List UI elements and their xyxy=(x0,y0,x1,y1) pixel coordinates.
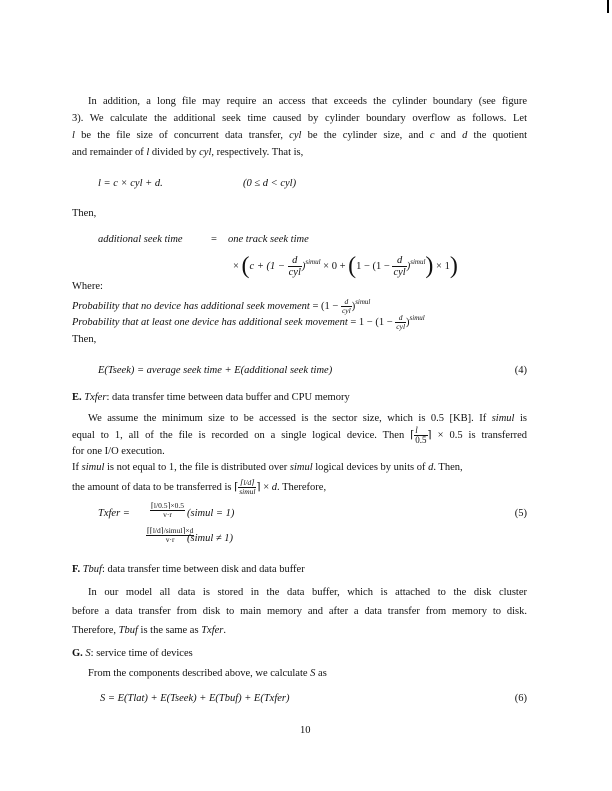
denominator: cyl xyxy=(393,267,406,279)
para1-line4 xyxy=(72,147,527,159)
fraction-d-cyl xyxy=(395,314,406,331)
equation-number: (6) xyxy=(514,693,527,704)
where-label: Where: xyxy=(72,281,103,292)
text: = (1 − xyxy=(309,300,341,312)
para1-line2: 3). We calculate the additional seek time caused by cylinder boundary overflow as follows. Let xyxy=(72,113,527,124)
var-l: l xyxy=(72,130,75,141)
fraction xyxy=(150,502,185,519)
text: × xyxy=(260,481,272,493)
text: × 0.5 is transferred xyxy=(431,430,527,441)
var-c: c xyxy=(429,130,435,141)
text: Probability that at least one device has additional seek movement xyxy=(72,316,348,328)
paraE-line1 xyxy=(88,413,527,425)
var-d: d xyxy=(428,462,434,473)
denominator: simul xyxy=(239,486,256,496)
paraF-line2: before a data transfer from disk to main memory and after a data transfer from memory to disk. xyxy=(72,606,527,617)
times: × xyxy=(233,261,239,272)
equation-6: S = E(Tlat) + E(Tseek) + E(Tbuf) + E(Txfer) xyxy=(100,693,290,704)
section-label: E. xyxy=(72,392,82,403)
text: . Therefore, xyxy=(277,481,327,493)
text: is the same as xyxy=(137,625,202,636)
var-cyl: cyl xyxy=(199,147,212,158)
symbol: Tbuf xyxy=(118,625,138,636)
text: , respectively. That is, xyxy=(211,147,304,158)
ceil-open: ⌈ xyxy=(410,430,415,441)
paren: ) xyxy=(351,300,356,312)
paraF-line1: In our model all data is stored in the data buffer, which is attached to the disk cluster xyxy=(88,587,527,598)
text: as xyxy=(315,668,327,679)
open-paren: ( xyxy=(241,253,250,279)
text: . xyxy=(223,625,226,636)
text: is not equal to 1, the file is distributed over xyxy=(104,462,290,473)
paraE-line5 xyxy=(72,478,527,496)
paraE-line3: for one I/O execution. xyxy=(72,446,165,457)
section-title: : data transfer time between data buffer and CPU memory xyxy=(106,392,350,403)
var-cyl: cyl xyxy=(289,130,302,141)
denominator: cyl xyxy=(396,321,406,331)
ceil-close: ⌉ xyxy=(427,430,432,441)
fraction xyxy=(238,479,256,496)
equation-condition: (0 ≤ d < cyl) xyxy=(243,178,297,189)
text: the amount of data to be transferred is xyxy=(72,481,235,493)
numerator: ⌈l/d⌉ xyxy=(238,479,256,488)
text: Therefore, xyxy=(72,625,119,636)
text: divided by xyxy=(149,147,200,158)
text: We assume the minimum size to be accessed is the sector size, which is 0.5 [KB]. If xyxy=(88,413,492,424)
var-l: l xyxy=(146,147,150,158)
text: be the cylinder size, and xyxy=(301,130,430,141)
section-g-heading xyxy=(72,648,527,660)
var-simul: simul xyxy=(491,413,515,424)
text: and xyxy=(434,130,463,141)
symbol: Txfer xyxy=(201,625,224,636)
exponent: simul xyxy=(410,258,426,266)
eq2-equals: = xyxy=(211,234,217,245)
symbol: Txfer xyxy=(84,392,107,403)
then-label: Then, xyxy=(72,334,97,345)
denominator: 0.5 xyxy=(415,435,427,446)
eq2-part3: 1 − (1 − xyxy=(356,261,390,272)
fraction-d-cyl xyxy=(392,255,406,278)
fraction-d-cyl xyxy=(288,255,302,278)
text: is xyxy=(514,413,527,424)
eq2-lhs: additional seek time xyxy=(98,234,183,245)
fraction-d-cyl xyxy=(341,298,352,315)
close-paren: ) xyxy=(449,253,458,279)
section-label: G. xyxy=(72,648,83,659)
then-label: Then, xyxy=(72,208,97,219)
text: the quotient xyxy=(467,130,527,141)
ceil-close: ⌉ xyxy=(256,481,261,493)
eq5-case1-condition: (simul = 1) xyxy=(187,508,235,519)
symbol: Tbuf xyxy=(82,564,102,575)
symbol: S xyxy=(85,648,91,659)
denominator: cyl xyxy=(341,305,351,315)
para1-line1: In addition, a long file may require an access that exceeds the cylinder boundary (see figure xyxy=(88,96,527,107)
eq2-rhs1: one track seek time xyxy=(228,234,309,245)
fraction-l-0.5 xyxy=(414,426,427,446)
equation-number: (4) xyxy=(514,365,527,376)
var-d: d xyxy=(271,481,278,493)
close-paren: ) xyxy=(425,253,434,279)
eq5-case2-condition: (simul ≠ 1) xyxy=(187,533,234,544)
text: . Then, xyxy=(433,462,463,473)
denominator: cyl xyxy=(288,267,301,279)
text: = 1 − (1 − xyxy=(347,316,396,328)
text: be the file size of concurrent data transfer, xyxy=(74,130,290,141)
numerator: d xyxy=(341,298,352,307)
section-title: : service time of devices xyxy=(90,648,193,659)
probability-no-device xyxy=(72,298,527,315)
text: equal to 1, all of the file is recorded on a single logical device. Then xyxy=(72,430,411,441)
eq2-part4: × 1 xyxy=(436,261,450,272)
text: and remainder of xyxy=(72,147,147,158)
exponent: simul xyxy=(409,313,425,322)
para1-line3 xyxy=(72,130,527,142)
paraG-line1 xyxy=(88,668,527,680)
exponent: simul xyxy=(305,258,321,266)
numerator: ⌈⌈l/d⌉/simul⌉×d xyxy=(147,526,194,535)
text: Probability that no device has additional seek movement xyxy=(72,300,310,312)
eq2-part1: c + (1 − xyxy=(249,261,285,272)
open-paren: ( xyxy=(348,253,357,279)
denominator: v·r xyxy=(163,509,172,519)
exponent: simul xyxy=(355,297,371,306)
section-f-heading xyxy=(72,564,527,576)
numerator: l xyxy=(414,426,427,436)
paraF-line3 xyxy=(72,625,527,637)
text: logical devices by units of xyxy=(312,462,429,473)
numerator: ⌈l/0.5⌉×0.5 xyxy=(151,501,184,510)
paraE-line2 xyxy=(72,425,527,447)
paraE-line4 xyxy=(72,462,527,474)
eq5-case1-fraction xyxy=(150,502,185,519)
section-title: : data transfer time between disk and data buffer xyxy=(101,564,305,575)
paren: ) xyxy=(406,316,410,328)
ceil-open: ⌈ xyxy=(234,481,239,493)
eq2-line2: × (c + (1 − $\frac{d}{\text{cyl}}$ )$^{simul}$ × 0 + (1 − (1 − $\frac{d}{\text{cyl}}$ )$^{simul}$) × 1) xyxy=(233,253,458,279)
var-simul: simul xyxy=(81,462,105,473)
equation-4: E(Tseek) = average seek time + E(additional seek time) xyxy=(98,365,333,376)
scan-mark xyxy=(607,0,609,13)
var-simul: simul xyxy=(289,462,313,473)
section-label: F. xyxy=(72,564,81,575)
denominator: v·r xyxy=(165,534,175,544)
equation-number: (5) xyxy=(514,508,527,519)
text: From the components described above, we calculate xyxy=(88,668,311,679)
numerator: d xyxy=(288,255,302,267)
numerator: d xyxy=(392,255,406,267)
section-e-heading xyxy=(72,392,527,404)
probability-at-least-one xyxy=(72,314,527,331)
page-number: 10 xyxy=(300,725,311,736)
eq2-part2: × 0 + xyxy=(323,261,346,272)
numerator: d xyxy=(395,314,406,323)
equation-file-size: l = c × cyl + d. xyxy=(98,178,163,189)
symbol: S xyxy=(310,668,316,679)
var-d: d xyxy=(462,130,468,141)
text: If xyxy=(72,462,82,473)
eq5-lhs: Txfer = xyxy=(98,508,130,519)
